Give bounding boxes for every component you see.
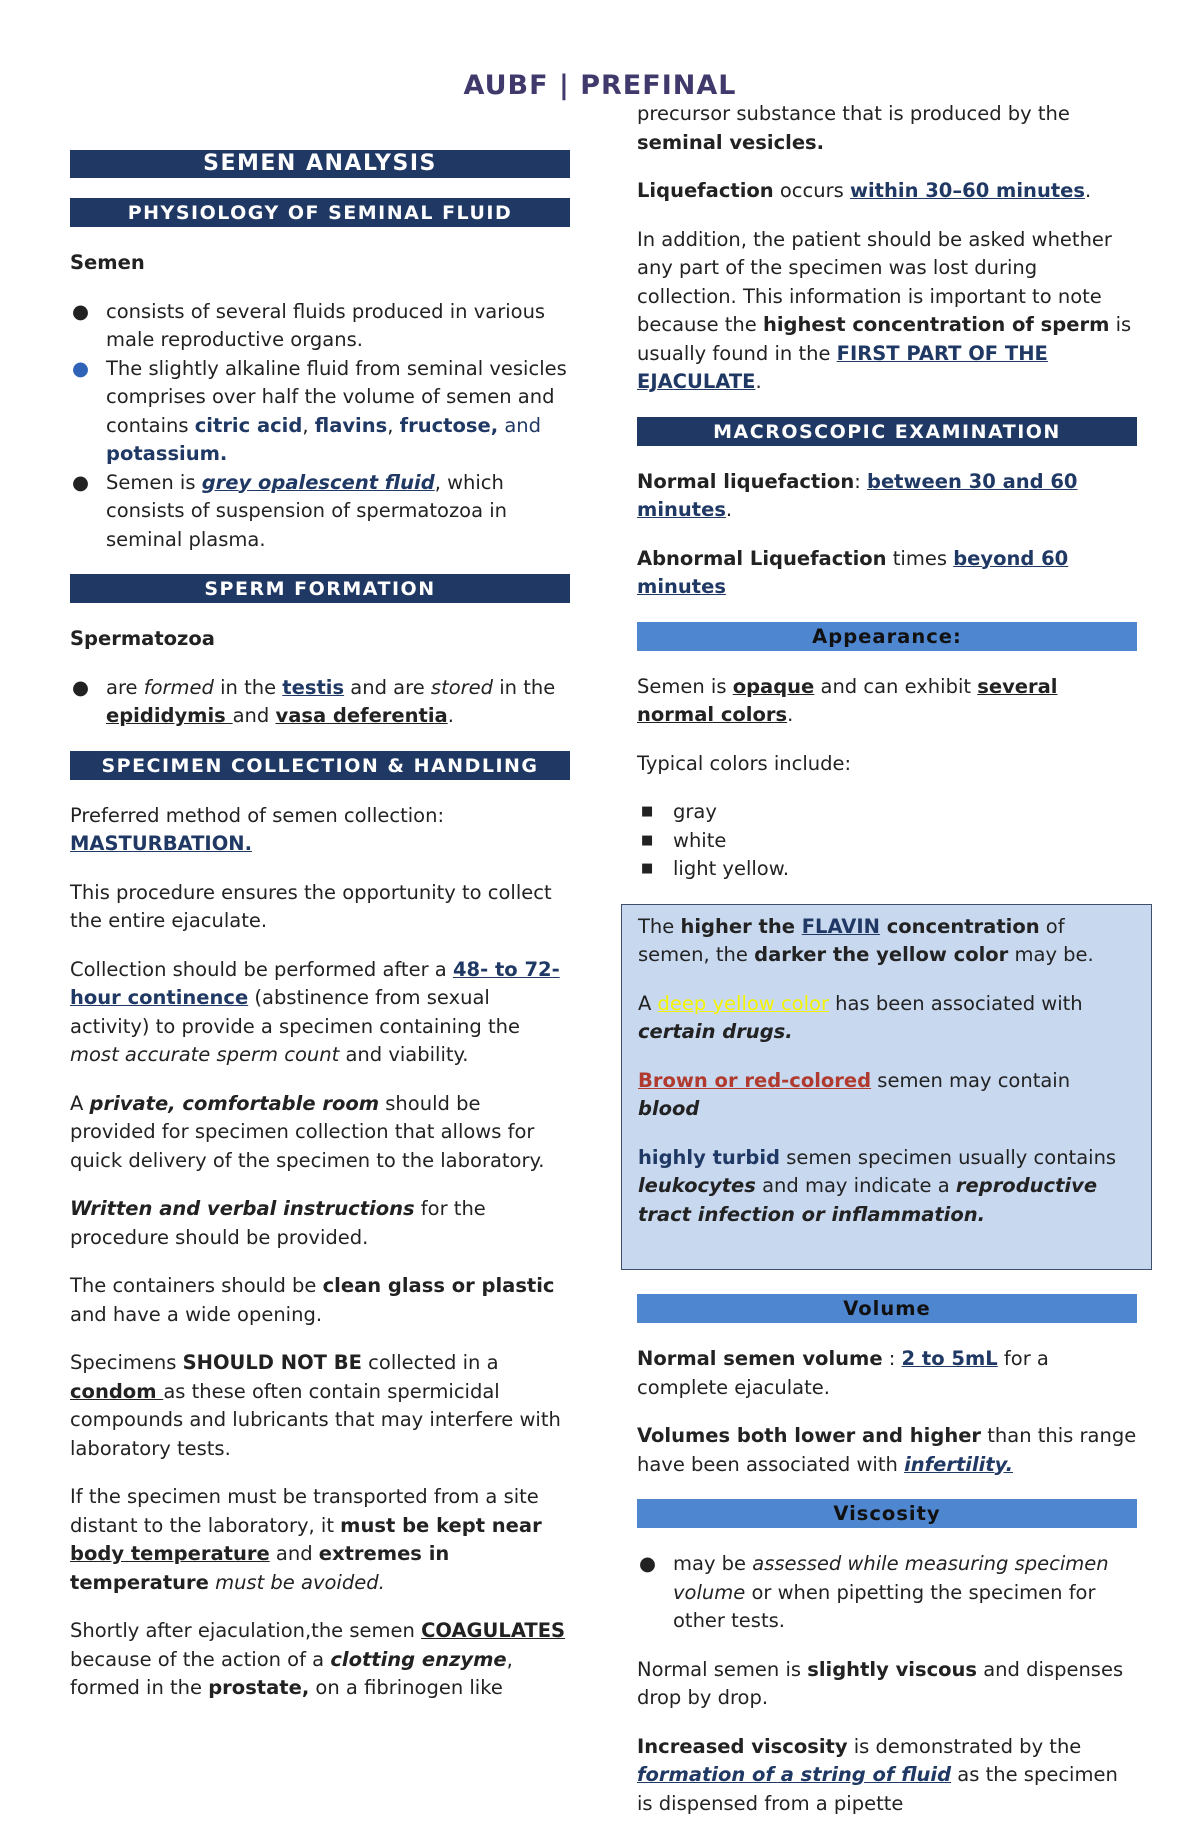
list-item bbox=[637, 827, 1137, 856]
text: . bbox=[787, 703, 794, 726]
list-text: are bbox=[106, 675, 144, 699]
list-text: or when pipetting the specimen for other tests. bbox=[673, 1580, 1096, 1632]
paragraph bbox=[70, 1483, 570, 1597]
term-several-colors: several normal colors bbox=[637, 674, 1058, 726]
list-text: , bbox=[387, 413, 400, 437]
square-bullet-icon: ■ bbox=[641, 832, 654, 848]
term-should-not-be: SHOULD NOT BE bbox=[182, 1351, 362, 1374]
list-text: and bbox=[498, 413, 542, 437]
term-glass-plastic: clean glass or plastic bbox=[322, 1274, 555, 1297]
list-item bbox=[70, 355, 570, 469]
list-text: and bbox=[232, 704, 276, 727]
paragraph bbox=[70, 1090, 570, 1176]
list-item bbox=[637, 855, 1137, 884]
paragraph bbox=[70, 956, 570, 1070]
text: must be avoided. bbox=[208, 1570, 385, 1594]
term-deep-yellow: deep yellow color bbox=[657, 991, 829, 1015]
term-body-temperature: body temperature bbox=[70, 1542, 270, 1565]
text: Specimens bbox=[70, 1351, 183, 1374]
section-bar-semen-analysis: SEMEN ANALYSIS bbox=[70, 150, 570, 178]
term-stored: stored bbox=[430, 675, 494, 699]
list-text: in the bbox=[213, 675, 283, 699]
paragraph bbox=[637, 1656, 1137, 1713]
text: occurs bbox=[773, 179, 850, 202]
text: times bbox=[886, 546, 954, 570]
list-text: Semen is bbox=[106, 470, 202, 494]
term-grey-opalescent: grey opalescent fluid bbox=[201, 470, 435, 494]
term-formed: formed bbox=[143, 675, 214, 699]
list-text: gray bbox=[673, 800, 717, 823]
text: and dispenses drop by drop. bbox=[637, 1657, 1124, 1709]
paragraph bbox=[637, 1422, 1137, 1479]
paragraph bbox=[70, 1617, 570, 1703]
text: as these often contain spermicidal compounds and lubricants that may interfere with laboratory tests. bbox=[70, 1379, 561, 1460]
text: Shortly after ejaculation,the semen bbox=[70, 1619, 422, 1642]
color-notes-box bbox=[621, 904, 1152, 1271]
term-opaque: opaque bbox=[732, 674, 815, 698]
paragraph bbox=[637, 545, 1137, 602]
term-clotting-enzyme: clotting enzyme bbox=[330, 1647, 507, 1671]
list-item bbox=[70, 298, 570, 355]
list-text: , bbox=[302, 413, 315, 437]
bullet-icon: ● bbox=[72, 356, 90, 380]
section-bar-macroscopic: MACROSCOPIC EXAMINATION bbox=[637, 417, 1137, 446]
text: for a complete ejaculate. bbox=[637, 1347, 1049, 1399]
term-beyond-60: beyond 60 minutes bbox=[637, 546, 1069, 598]
list-text: The slightly alkaline fluid from seminal vesicles comprises over half the volume of semen and contains bbox=[106, 356, 567, 437]
term-abnormal-liquefaction: Abnormal Liquefaction bbox=[637, 546, 887, 570]
term-epididymis: epididymis bbox=[106, 704, 233, 727]
text: collected in a bbox=[361, 1351, 499, 1374]
list-text: light yellow. bbox=[673, 857, 790, 880]
text: In addition, the patient should be asked whether any part of the specimen was lost during collection. This information is important to note because the bbox=[637, 227, 1112, 336]
text: : bbox=[882, 1347, 902, 1370]
bullet-icon: ● bbox=[72, 675, 90, 699]
text: The bbox=[638, 914, 681, 938]
sperm-list bbox=[70, 674, 570, 731]
term-private-room: private, comfortable room bbox=[89, 1091, 380, 1115]
paragraph: This procedure ensures the opportunity to collect the entire ejaculate. bbox=[70, 880, 552, 932]
text: Preferred method of semen collection: bbox=[70, 803, 445, 827]
bullet-icon: ● bbox=[72, 299, 90, 323]
term-citric-acid: citric acid bbox=[194, 413, 303, 437]
text: for the procedure should be provided. bbox=[70, 1197, 486, 1249]
text: because of the action of a bbox=[70, 1647, 331, 1671]
section-bar-physiology: PHYSIOLOGY OF SEMINAL FLUID bbox=[70, 198, 570, 227]
paragraph bbox=[637, 100, 1137, 157]
section-bar-collection: SPECIMEN COLLECTION & HANDLING bbox=[70, 751, 570, 780]
list-item bbox=[70, 469, 570, 555]
text: Normal semen is bbox=[637, 1657, 808, 1681]
left-column bbox=[70, 150, 570, 1723]
paragraph bbox=[638, 913, 1137, 970]
right-column bbox=[637, 100, 1137, 1838]
list-text: may be bbox=[673, 1552, 753, 1575]
text: (abstinence from sexual activity) to provide a specimen containing the bbox=[70, 986, 520, 1038]
paragraph bbox=[637, 468, 1137, 525]
term-testis: testis bbox=[282, 675, 345, 699]
term-concentration: concentration bbox=[879, 914, 1040, 938]
paragraph: Typical colors include: bbox=[637, 751, 852, 775]
bullet-icon: ● bbox=[639, 1552, 657, 1575]
text: as the specimen is dispensed from a pipette bbox=[637, 1763, 1118, 1815]
text: may be. bbox=[1008, 943, 1094, 966]
paragraph bbox=[637, 673, 1137, 730]
paragraph bbox=[70, 1349, 570, 1463]
list-item bbox=[637, 798, 1137, 827]
text: is demonstrated by the bbox=[847, 1734, 1082, 1758]
term-coagulates: COAGULATES bbox=[421, 1619, 566, 1642]
text: If the specimen must be transported from a site distant to the laboratory, it bbox=[70, 1485, 539, 1537]
text: semen specimen usually contains bbox=[780, 1145, 1117, 1169]
list-text: and are bbox=[344, 675, 431, 699]
list-item bbox=[637, 1550, 1137, 1636]
term-highest-concentration: highest concentration of sperm bbox=[762, 313, 1110, 336]
semen-heading: Semen bbox=[70, 251, 145, 274]
term-between-30-60: between 30 and 60 minutes bbox=[637, 469, 1078, 521]
text: A bbox=[70, 1091, 90, 1115]
text: . bbox=[725, 498, 733, 521]
section-bar-viscosity: Viscosity bbox=[637, 1499, 1137, 1528]
term-blood: blood bbox=[638, 1097, 700, 1120]
paragraph bbox=[637, 1733, 1137, 1819]
term-first-part: FIRST PART OF THE EJACULATE bbox=[637, 341, 1048, 393]
term-liquefaction: Liquefaction bbox=[637, 179, 774, 202]
term-flavins: flavins bbox=[314, 413, 388, 437]
term-darker-yellow: darker the yellow color bbox=[754, 943, 1009, 966]
viscosity-list bbox=[637, 1550, 1137, 1636]
text: and viability. bbox=[339, 1043, 469, 1066]
term-infertility: infertility. bbox=[904, 1452, 1013, 1476]
spermatozoa-heading: Spermatozoa bbox=[70, 627, 215, 650]
term-potassium: potassium. bbox=[106, 442, 228, 465]
list-text: consists of several fluids produced in various male reproductive organs. bbox=[106, 299, 546, 351]
term-accurate-count: most accurate sperm count bbox=[70, 1043, 340, 1066]
text: is usually found in the bbox=[637, 313, 1132, 365]
semen-list bbox=[70, 298, 570, 555]
list-text: , which consists of suspension of spermatozoa in seminal plasma. bbox=[106, 470, 508, 551]
paragraph bbox=[637, 177, 1137, 206]
list-text: in the bbox=[493, 675, 556, 699]
list-item bbox=[70, 674, 570, 731]
term-highly-turbid: highly turbid bbox=[638, 1145, 781, 1169]
paragraph bbox=[70, 1272, 570, 1329]
paragraph bbox=[70, 1195, 570, 1252]
text: Semen is bbox=[637, 674, 733, 698]
paragraph bbox=[70, 802, 570, 859]
list-text: white bbox=[673, 828, 727, 852]
term-vasa-deferentia: vasa deferentia bbox=[275, 704, 448, 727]
term-leukocytes: leukocytes bbox=[638, 1174, 756, 1197]
bullet-icon: ● bbox=[72, 470, 90, 494]
text: . bbox=[755, 370, 762, 393]
term-higher: higher the bbox=[680, 914, 802, 938]
paragraph bbox=[637, 226, 1137, 397]
text: has been associated with bbox=[828, 991, 1083, 1015]
text: semen may contain bbox=[871, 1068, 1071, 1092]
text: A bbox=[638, 991, 658, 1015]
square-bullet-icon: ■ bbox=[641, 804, 654, 819]
term-instructions: Written and verbal instructions bbox=[70, 1197, 415, 1220]
term-assessed: assessed while measuring specimen volume bbox=[673, 1552, 1109, 1604]
text: should be provided for specimen collection that allows for quick delivery of the specimen to the laboratory. bbox=[70, 1091, 545, 1172]
term-slightly-viscous: slightly viscous bbox=[807, 1657, 978, 1681]
term-brown-red: Brown or red-colored bbox=[638, 1068, 872, 1092]
term-increased-viscosity: Increased viscosity bbox=[637, 1734, 848, 1758]
term-volumes: Volumes both lower and higher bbox=[637, 1424, 982, 1447]
text: . bbox=[1084, 179, 1092, 202]
color-list bbox=[637, 798, 1137, 884]
paragraph bbox=[638, 1067, 1137, 1124]
term-normal-volume: Normal semen volume bbox=[637, 1347, 883, 1370]
text: The containers should be bbox=[70, 1274, 323, 1297]
text: on a fibrinogen like bbox=[309, 1676, 503, 1699]
text: and can exhibit bbox=[814, 674, 978, 698]
page-title: AUBF | PREFINAL bbox=[463, 70, 737, 101]
term-30-60-minutes: within 30–60 minutes bbox=[849, 179, 1085, 202]
term-extremes: extremes in temperature bbox=[70, 1542, 450, 1594]
term-infection: reproductive tract infection or inflammation. bbox=[638, 1174, 1098, 1226]
section-bar-appearance: Appearance: bbox=[637, 622, 1137, 651]
term-normal-liquefaction: Normal liquefaction bbox=[637, 469, 855, 493]
term-masturbation: MASTURBATION. bbox=[70, 832, 252, 855]
text: of semen, the bbox=[638, 914, 1065, 966]
text: than this range have been associated with bbox=[637, 1424, 1137, 1476]
paragraph bbox=[638, 990, 1137, 1047]
text: , formed in the bbox=[70, 1647, 513, 1699]
square-bullet-icon: ■ bbox=[641, 861, 654, 876]
term-string-of-fluid: formation of a string of fluid bbox=[637, 1763, 952, 1786]
section-bar-volume: Volume bbox=[637, 1294, 1137, 1323]
text: : bbox=[854, 469, 867, 493]
text: precursor substance that is produced by the bbox=[637, 102, 1070, 125]
text: Collection should be performed after a bbox=[70, 957, 453, 981]
term-2-to-5ml: 2 to 5mL bbox=[901, 1347, 998, 1370]
term-continence: 48- to 72-hour continence bbox=[70, 957, 560, 1009]
term-condom: condom bbox=[70, 1379, 164, 1403]
list-text: . bbox=[447, 704, 454, 727]
text: and may indicate a bbox=[755, 1174, 956, 1197]
section-bar-sperm-formation: SPERM FORMATION bbox=[70, 574, 570, 603]
term-kept-near: must be kept near bbox=[340, 1513, 542, 1537]
term-prostate: prostate, bbox=[208, 1676, 310, 1699]
term-certain-drugs: certain drugs. bbox=[638, 1020, 793, 1043]
term-seminal-vesicles: seminal vesicles. bbox=[637, 130, 825, 154]
term-flavin: FLAVIN bbox=[801, 914, 880, 938]
term-fructose: fructose, bbox=[399, 413, 499, 437]
text: and have a wide opening. bbox=[70, 1302, 323, 1326]
paragraph bbox=[638, 1144, 1137, 1230]
paragraph bbox=[637, 1345, 1137, 1402]
text: and bbox=[269, 1542, 319, 1565]
